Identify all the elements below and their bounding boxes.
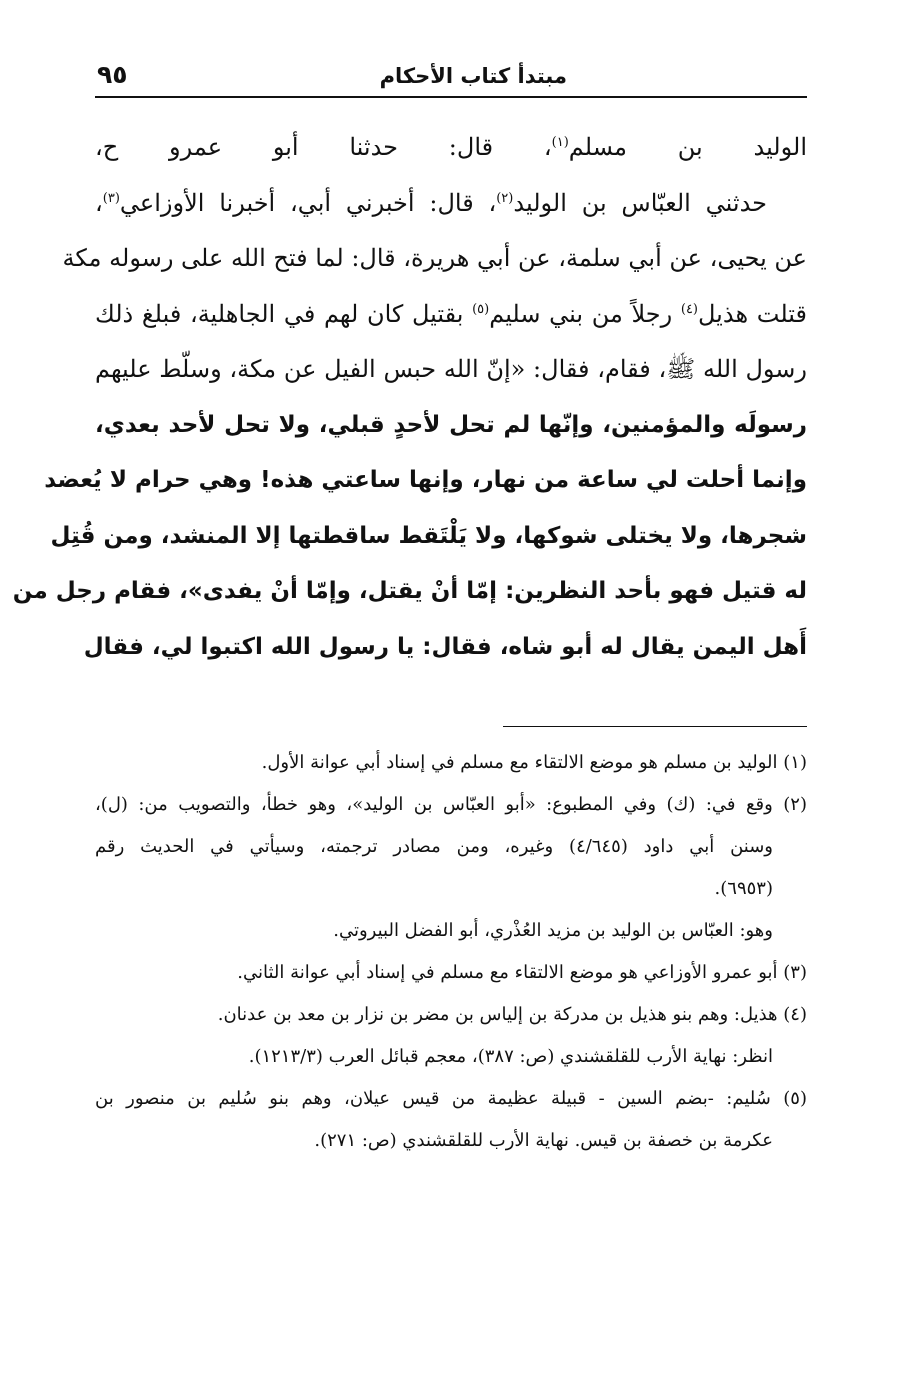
text-line: حدثني العبّاس بن الوليد$^{(٢)}$، قال: أخبرني أبي، أخبرنا الأوزاعي$^{(٣)}$، [95, 188, 767, 217]
footnote-2: (٢) وقع في: (ك) وفي المطبوع: «أبو العبّاس بن الوليد»، وهو خطأ، والتصويب من: (ل)، [95, 794, 807, 815]
footnote-reference: (٥) [472, 301, 490, 317]
footnote-4-continued: انظر: نهاية الأرب للقلقشندي (ص: ٣٨٧)، معجم قبائل العرب (١٢١٣/٣). [248, 1046, 773, 1067]
footnote-divider [503, 726, 807, 727]
hadith-text-line: رسولَه والمؤمنين، وإنّها لم تحل لأحدٍ قبلي، ولا تحل لأحد بعدي، [95, 411, 807, 438]
text-line: قتلت هذيل$^{(٤)}$ رجلاً من بني سليم$^{(٥)}$ بقتيل كان لهم في الجاهلية، فبلغ ذلك [95, 299, 807, 328]
footnote-reference: (٢) [496, 190, 514, 206]
footnote-2-continued: (٦٩٥٣). [714, 878, 773, 899]
text-line: رسول الله ﷺ، فقام، فقال: «إنّ الله حبس الفيل عن مكة، وسلّط عليهم [95, 355, 807, 383]
hadith-text-line: له قتيل فهو بأحد النظرين: إمّا أنْ يقتل، وإمّا أنْ يفدى»، فقام رجل من [12, 578, 807, 604]
main-text [12, 120, 808, 675]
footnote-2-note: وهو: العبّاس بن الوليد بن مزيد العُذْري، أبو الفضل البيروتي. [333, 920, 773, 941]
hadith-text-line: وإنما أحلت لي ساعة من نهار، وإنها ساعتي هذه! وهي حرام لا يُعضد [44, 467, 807, 493]
running-title: مبتدأ كتاب الأحكام [379, 64, 567, 88]
footnote-4: (٤) هذيل: وهم بنو هذيل بن مدركة بن إلياس بن مضر بن نزار بن معد بن عدنان. [217, 1004, 807, 1025]
footnote-3: (٣) أبو عمرو الأوزاعي هو موضع الالتقاء مع مسلم في إسناد أبي عوانة الثاني. [237, 962, 807, 983]
footnote-reference: (١) [551, 135, 569, 150]
footnote-5-continued: عكرمة بن خصفة بن قيس. نهاية الأرب للقلقشندي (ص: ٢٧١). [314, 1130, 773, 1151]
footnote-reference: (٣) [102, 190, 120, 206]
footnote-1: (١) الوليد بن مسلم هو موضع الالتقاء مع مسلم في إسناد أبي عوانة الأول. [261, 752, 807, 773]
footnotes [95, 742, 807, 1162]
hadith-text-line: شجرها، ولا يختلى شوكها، ولا يَلْتَقط ساقطتها إلا المنشد، ومن قُتِل [50, 522, 807, 549]
footnote-reference: (٤) [680, 301, 698, 317]
footnote-5: (٥) سُليم: -بضم السين - قبيلة عظيمة من قيس عيلان، وهم بنو سُليم بن منصور بن [95, 1088, 807, 1109]
text-line: الوليد بن مسلم$^{(١)}$، قال: حدثنا أبو عمرو ح، [95, 133, 808, 161]
footnote-2-continued: وسنن أبي داود (٤/٦٤٥) وغيره، ومن مصادر ترجمته، وسيأتي في الحديث رقم [95, 836, 773, 857]
page-header [95, 58, 807, 98]
page-number: ٩٥ [97, 60, 128, 89]
header-divider [95, 96, 807, 98]
text-line: عن يحيى، عن أبي سلمة، عن أبي هريرة، قال: لما فتح الله على رسوله مكة [62, 244, 807, 272]
hadith-text-line: أَهل اليمن يقال له أبو شاه، فقال: يا رسول الله اكتبوا لي، فقال [83, 633, 807, 660]
